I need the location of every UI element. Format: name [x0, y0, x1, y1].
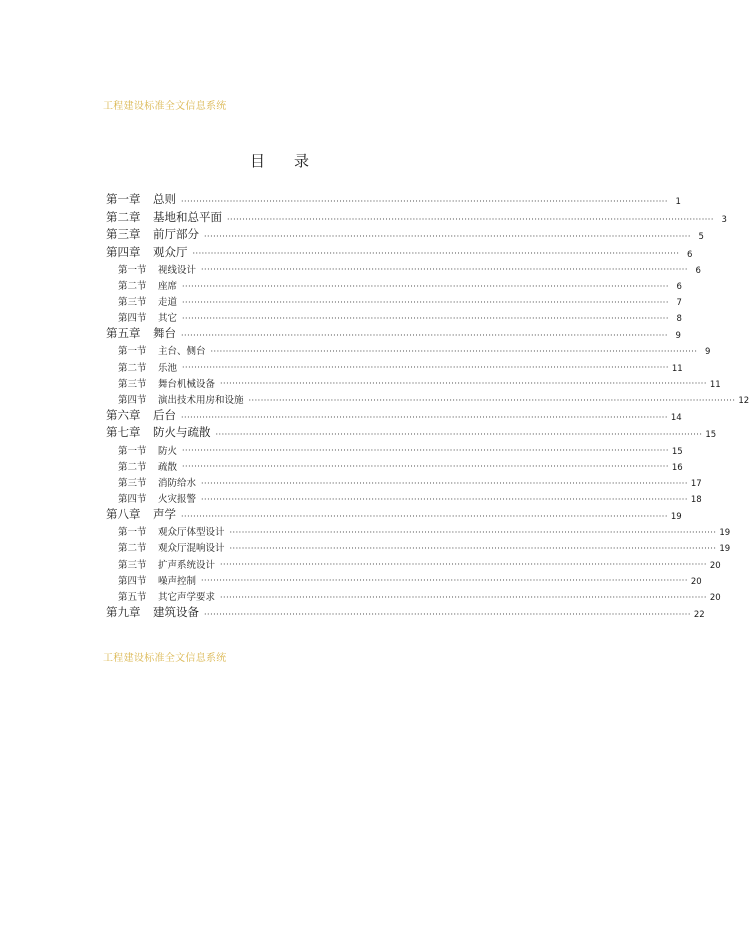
toc-entry-title: 其它 [158, 312, 178, 324]
toc-entry-title: 观众厅 [153, 244, 188, 259]
toc-entry-page-number: 6 [686, 249, 693, 260]
dot-leader: ································································································································································ [229, 528, 717, 538]
dot-leader: ································································································································································ [181, 331, 668, 341]
toc-entry-page-number: 5 [698, 232, 704, 243]
toc-entry-page-number: 9 [704, 347, 711, 358]
toc-entry-page-number: 19 [719, 544, 731, 555]
toc-section-entry[interactable] [106, 554, 721, 571]
toc-section-entry[interactable] [106, 308, 682, 324]
toc-entry-page-number: 7 [676, 297, 682, 308]
toc-entry-label: 第四章 [106, 244, 141, 259]
dot-leader: ································································································································································ [201, 265, 688, 275]
dot-leader: ································································································································································ [210, 347, 698, 357]
toc-entry-page-number: 12 [738, 395, 749, 406]
toc-entry-label: 第一节 [118, 346, 147, 358]
toc-entry-page-number: 22 [693, 610, 705, 621]
toc-entry-label: 第九章 [106, 605, 141, 620]
toc-section-entry[interactable] [106, 522, 731, 539]
dot-leader: ································································································································································ [181, 197, 668, 207]
toc-entry-label: 第三节 [118, 296, 147, 308]
toc-entry-title: 疏散 [158, 461, 178, 473]
toc-chapter-entry[interactable] [106, 242, 693, 260]
toc-entry-label: 第二章 [106, 209, 141, 224]
toc-entry-label: 第二节 [118, 280, 147, 292]
toc-entry-label: 第二节 [118, 362, 147, 374]
toc-entry-label: 第一章 [106, 192, 141, 207]
toc-chapter-entry[interactable] [106, 190, 681, 208]
toc-entry-title: 演出技术用房和设施 [158, 394, 244, 406]
dot-leader: ································································································································································ [181, 512, 668, 522]
toc-entry-label: 第五节 [118, 591, 147, 603]
toc-entry-page-number: 1 [675, 197, 681, 208]
dot-leader: ································································································································································ [182, 462, 669, 472]
toc-entry-page-number: 16 [671, 462, 683, 473]
toc-entry-label: 第六章 [106, 408, 141, 423]
toc-entry-label: 第一节 [118, 264, 147, 276]
dot-leader: ································································································································································ [215, 430, 703, 440]
toc-entry-title: 走道 [158, 296, 178, 308]
toc-title-right: 录 [294, 152, 311, 170]
toc-chapter-entry[interactable] [106, 324, 681, 342]
toc-entry-title: 防火 [158, 445, 178, 457]
toc-section-entry[interactable] [106, 538, 731, 555]
toc-entry-label: 第四节 [118, 394, 147, 406]
dot-leader: ································································································································································ [182, 297, 669, 307]
toc-section-entry[interactable] [106, 341, 711, 358]
dot-leader: ································································································································································ [204, 609, 691, 619]
toc-entry-title: 噪声控制 [158, 575, 197, 587]
toc-entry-page-number: 14 [670, 413, 682, 424]
toc-entry-page-number: 18 [690, 494, 702, 505]
toc-entry-page-number: 15 [705, 430, 717, 441]
toc-entry-page-number: 20 [709, 560, 721, 571]
toc-chapter-entry[interactable] [106, 505, 682, 523]
toc-entry-label: 第一节 [118, 527, 147, 539]
toc-entry-label: 第七章 [106, 425, 141, 440]
dot-leader: ································································································································································ [182, 446, 669, 456]
toc-entry-title: 扩声系统设计 [158, 559, 216, 571]
toc-entry-title: 后台 [153, 408, 176, 423]
toc-entry-label: 第三章 [106, 227, 141, 242]
toc-title-left: 目 [249, 152, 266, 170]
toc-entry-title: 观众厅混响设计 [158, 543, 225, 555]
toc-title [0, 150, 560, 171]
dot-leader: ································································································································································ [201, 494, 688, 504]
toc-section-entry[interactable] [106, 571, 702, 587]
toc-section-entry[interactable] [106, 390, 749, 406]
toc-entry-page-number: 19 [719, 528, 731, 539]
toc-entry-label: 第四节 [118, 493, 147, 505]
toc-entry-page-number: 8 [676, 313, 682, 324]
toc-entry-label: 第三节 [118, 477, 147, 489]
toc-entry-title: 其它声学要求 [158, 591, 216, 603]
toc-entry-page-number: 11 [671, 363, 683, 374]
dot-leader: ································································································································································ [227, 214, 714, 224]
toc-entry-label: 第八章 [106, 507, 141, 522]
dot-leader: ································································································································································ [192, 249, 680, 259]
toc-section-entry[interactable] [106, 587, 721, 603]
toc-entry-label: 第二节 [118, 461, 147, 473]
toc-entry-label: 第四节 [118, 312, 147, 324]
toc-entry-page-number: 3 [721, 214, 727, 225]
toc-entry-title: 防火与疏散 [153, 425, 211, 440]
dot-leader: ································································································································································ [220, 379, 707, 389]
toc-entry-title: 主台、侧台 [158, 346, 206, 358]
toc-entry-title: 舞台 [153, 326, 176, 341]
toc-chapter-entry[interactable] [106, 225, 704, 243]
dot-leader: ································································································································································ [220, 592, 707, 602]
toc-section-entry[interactable] [106, 260, 701, 276]
dot-leader: ································································································································································ [182, 363, 669, 373]
toc-entry-title: 乐池 [158, 362, 178, 374]
toc-chapter-entry[interactable] [106, 406, 682, 424]
toc-entry-page-number: 20 [690, 576, 702, 587]
toc-entry-title: 声学 [153, 507, 176, 522]
toc-chapter-entry[interactable] [106, 423, 717, 441]
watermark-bottom: 工程建设标准全文信息系统 [103, 653, 227, 664]
dot-leader: ································································································································································ [201, 478, 688, 488]
toc-chapter-entry[interactable] [106, 603, 705, 621]
toc-entry-page-number: 17 [690, 478, 702, 489]
toc-entry-title: 火灾报警 [158, 493, 197, 505]
toc-section-entry[interactable] [106, 457, 683, 473]
toc-entry-title: 座席 [158, 280, 178, 292]
toc-entry-page-number: 6 [695, 265, 701, 276]
toc-section-entry[interactable] [106, 473, 702, 489]
toc-entry-label: 第三节 [118, 378, 147, 390]
toc-section-entry[interactable] [106, 276, 682, 292]
toc-entry-page-number: 15 [671, 446, 683, 457]
dot-leader: ································································································································································ [182, 313, 669, 323]
toc-entry-title: 前厅部分 [153, 227, 199, 242]
dot-leader: ································································································································································ [248, 395, 736, 405]
toc-section-entry[interactable] [106, 292, 682, 308]
toc-entry-title: 基地和总平面 [153, 209, 222, 224]
toc-entry-title: 视线设计 [158, 264, 197, 276]
dot-leader: ································································································································································ [181, 412, 668, 422]
toc-section-entry[interactable] [106, 374, 721, 390]
toc-entry-label: 第五章 [106, 326, 141, 341]
toc-section-entry[interactable] [106, 489, 702, 505]
toc-entry-label: 第二节 [118, 543, 147, 555]
toc-entry-page-number: 9 [675, 331, 681, 342]
toc-entry-title: 建筑设备 [153, 605, 199, 620]
dot-leader: ································································································································································ [229, 544, 717, 554]
toc-entry-label: 第四节 [118, 575, 147, 587]
toc-chapter-entry[interactable] [106, 207, 727, 225]
dot-leader: ································································································································································ [182, 281, 669, 291]
table-of-contents [106, 190, 749, 621]
toc-entry-page-number: 11 [709, 379, 721, 390]
toc-section-entry[interactable] [106, 440, 683, 457]
toc-entry-page-number: 20 [709, 592, 721, 603]
toc-entry-page-number: 6 [676, 281, 682, 292]
toc-entry-title: 舞台机械设备 [158, 378, 216, 390]
dot-leader: ································································································································································ [201, 576, 688, 586]
toc-entry-label: 第三节 [118, 559, 147, 571]
dot-leader: ································································································································································ [204, 231, 691, 241]
toc-entry-title: 观众厅体型设计 [158, 527, 225, 539]
toc-section-entry[interactable] [106, 357, 683, 374]
toc-entry-title: 消防给水 [158, 477, 197, 489]
toc-entry-label: 第一节 [118, 445, 147, 457]
toc-entry-title: 总则 [153, 192, 176, 207]
dot-leader: ································································································································································ [220, 560, 707, 570]
watermark-top: 工程建设标准全文信息系统 [103, 101, 227, 112]
toc-entry-page-number: 19 [670, 512, 682, 523]
